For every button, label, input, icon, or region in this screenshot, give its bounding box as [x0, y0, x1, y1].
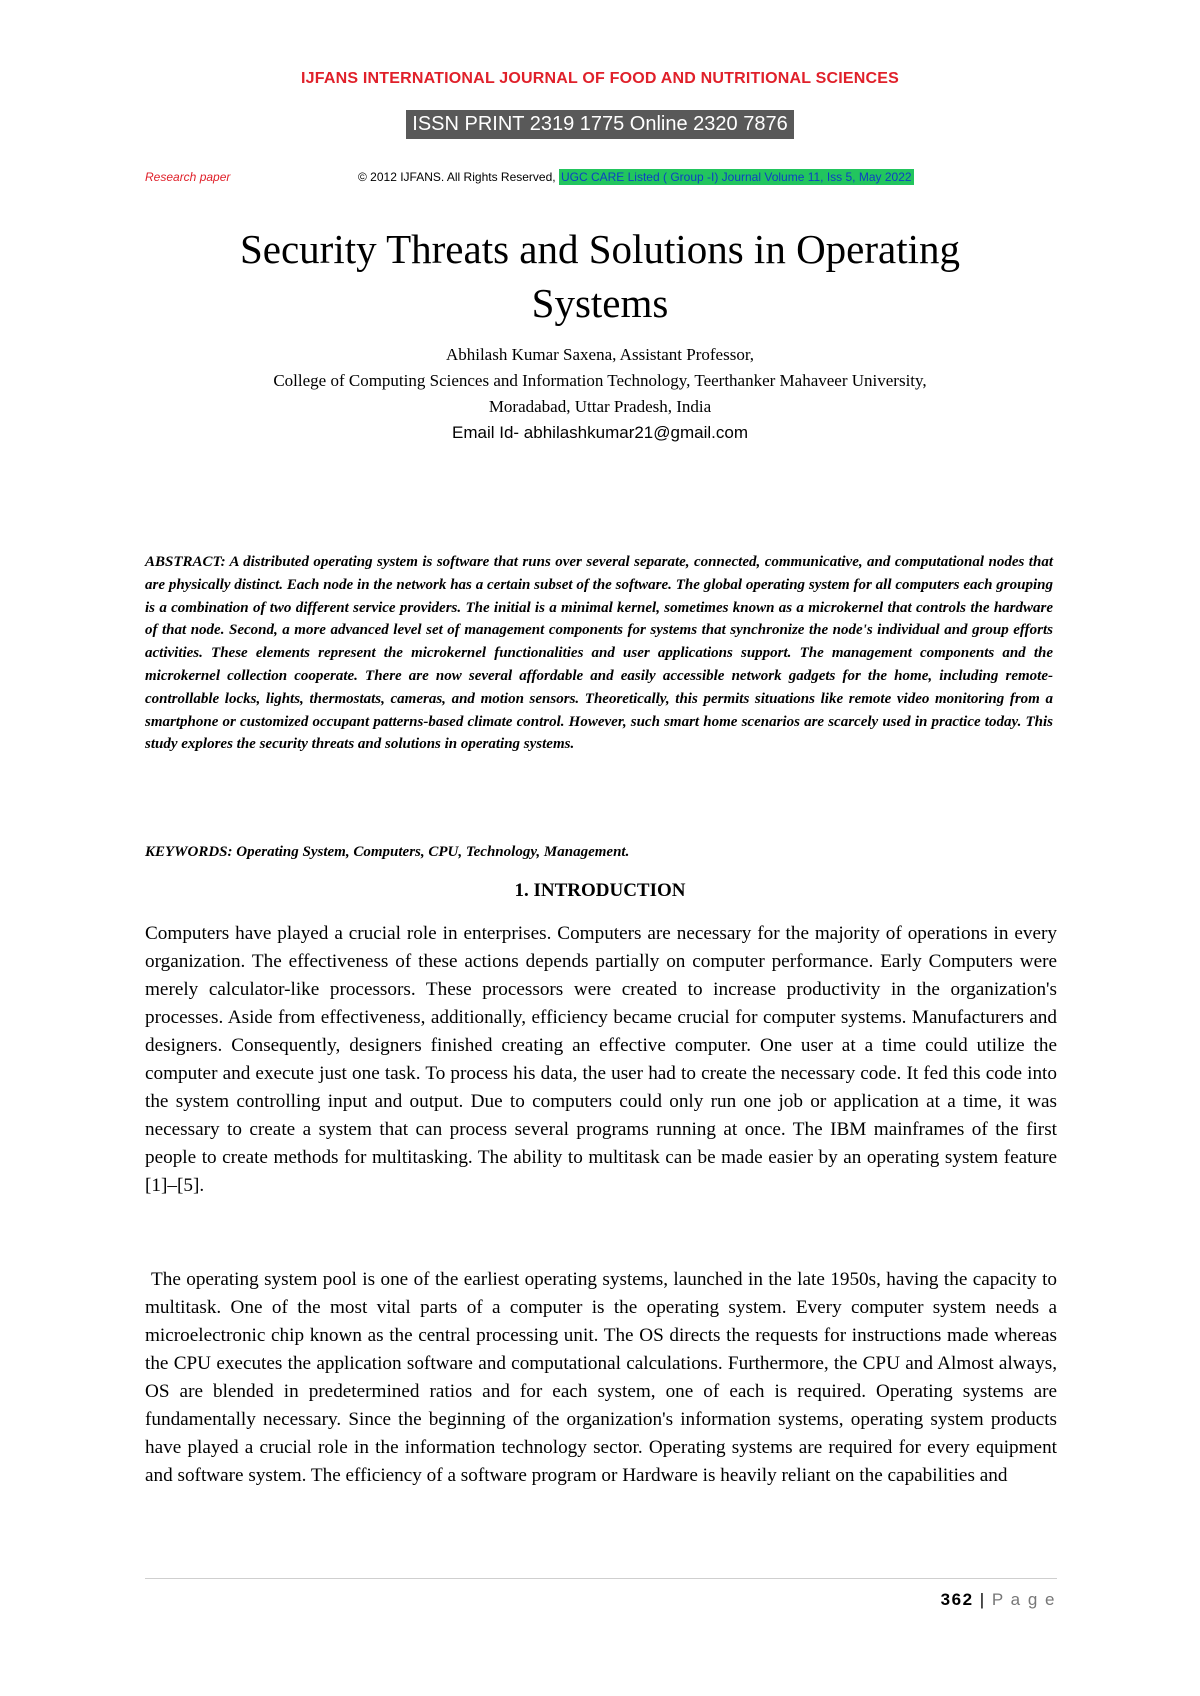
journal-name: IJFANS INTERNATIONAL JOURNAL OF FOOD AND NUTRITIONAL SCIENCES: [300, 70, 899, 87]
ugc-note: UGC CARE Listed ( Group -I) Journal Volume 11, Iss 5, May 2022: [560, 170, 912, 184]
page-number: [830, 1590, 1056, 1610]
section-heading: 1. INTRODUCTION: [514, 880, 686, 901]
title-line-2: Systems: [531, 280, 669, 326]
footer-divider: [145, 1578, 1057, 1579]
issn-text: ISSN PRINT 2319 1775 Online 2320 7876: [406, 110, 793, 139]
email-address: abhilashkumar21@gmail.com: [523, 423, 748, 442]
keywords: KEYWORDS: Operating System, Computers, CPU, Technology, Management.: [145, 844, 630, 860]
email-line: [100, 420, 1100, 446]
copyright-line: [358, 170, 914, 184]
copyright-text: © 2012 IJFANS. All Rights Reserved,: [358, 170, 556, 184]
affiliation-line-2: Moradabad, Uttar Pradesh, India: [488, 397, 712, 416]
body-paragraph: The operating system pool is one of the earliest operating systems, launched in the late 1950s, having the capacity to multitask. One of the most vital parts of a computer is the operating system. Every computer system needs a microelectronic chip known as the central processing unit. The OS directs the requests for instructions made whereas the CPU executes the application software and computational calculations. Furthermore, the CPU and Almost always, OS are blended in predetermined ratios and for each system, one of each is required. Operating systems are fundamentally necessary. Since the beginning of the organization's information systems, operating system products have played a crucial role in the information technology sector. Operating systems are required for every equipment and software system. The efficiency of a software program or Hardware is heavily reliant on the capabilities and: [145, 1269, 1057, 1486]
paper-title: [100, 222, 1100, 330]
abstract: ABSTRACT: A distributed operating system is software that runs over several separate, connected, communicative, and computational nodes that are physically distinct. Each node in the network has a certain subset of the software. The global operating system for all computers each grouping is a combination of two different service providers. The initial is a minimal kernel, sometimes known as a microkernel that controls the hardware of that node. Second, a more advanced level set of management components for systems that synchronize the node's individual and group efforts activities. These elements represent the microkernel functionalities and user applications support. The management components and the microkernel collection cooperate. There are now several affordable and easily accessible network gadgets for the home, including remote-controllable locks, lights, thermostats, cameras, and motion sensors. Theoretically, this permits situations like remote video monitoring from a smartphone or customized occupant patterns-based climate control. However, such smart home scenarios are scarcely used in practice today. This study explores the security threats and solutions in operating systems.: [145, 554, 1053, 753]
page-number-value: 362: [940, 1590, 974, 1609]
email-label: Email Id-: [452, 423, 524, 442]
title-line-1: Security Threats and Solutions in Operating: [239, 226, 961, 272]
page-label: P a g e: [991, 1590, 1056, 1609]
affiliation-line-1: College of Computing Sciences and Information Technology, Teerthanker Mahaveer University,: [273, 371, 927, 390]
issn-banner: [0, 110, 1200, 139]
paper-type: Research paper: [145, 170, 231, 184]
body-paragraph: Computers have played a crucial role in enterprises. Computers are necessary for the majority of operations in every organization. The effectiveness of these actions depends partially on computer performance. Early Computers were merely calculator-like processors. These processors were created to increase productivity in the organization's processes. Aside from effectiveness, additionally, efficiency became crucial for computer systems. Manufacturers and designers. Consequently, designers finished creating an effective computer. One user at a time could utilize the computer and execute just one task. To process his data, the user had to create the necessary code. It fed this code into the system controlling input and output. Due to computers could only run one job or application at a time, it was necessary to create a system that can process several programs running at once. The IBM mainframes of the first people to create methods for multitasking. The ability to multitask can be made easier by an operating system feature [1]–[5].: [145, 923, 1057, 1196]
author-block: [100, 342, 1100, 446]
page-separator: |: [973, 1590, 992, 1609]
author-name: Abhilash Kumar Saxena, Assistant Professor,: [445, 345, 755, 364]
